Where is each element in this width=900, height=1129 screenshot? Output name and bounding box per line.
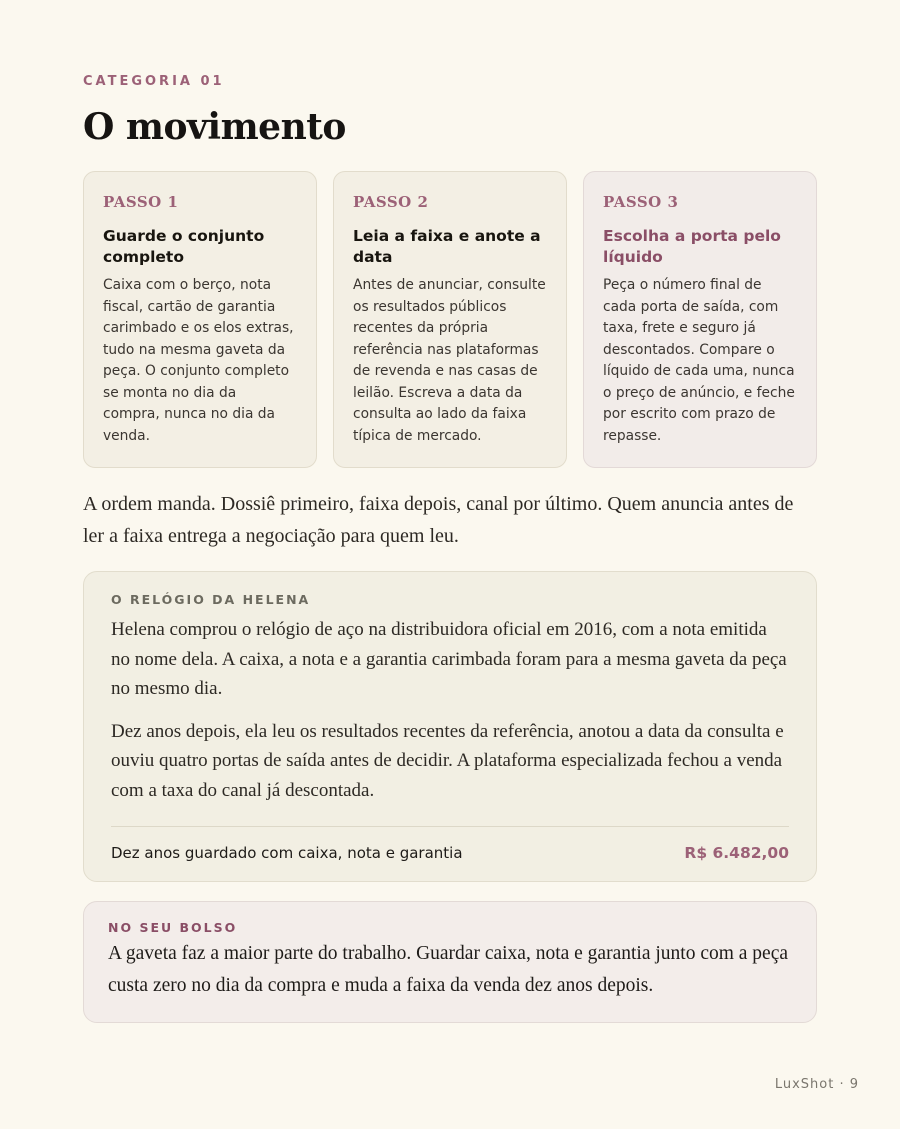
category-kicker: CATEGORIA 01: [83, 74, 225, 89]
step-card-1: [83, 171, 317, 468]
step-heading: Leia a faixa e anote a data: [353, 227, 541, 266]
pocket-text: A gaveta faz a maior parte do trabalho. Guardar caixa, nota e garantia junto com a peça custa zero no dia da compra e muda a faixa da venda dez anos depois.: [108, 943, 789, 996]
pocket-callout: [83, 901, 817, 1023]
page-footer: LuxShot · 9: [774, 1077, 859, 1092]
step-label: PASSO 2: [353, 193, 429, 211]
step-card-2: [333, 171, 567, 468]
story-footer: [111, 826, 789, 883]
step-body: Caixa com o berço, nota fiscal, cartão de garantia carimbado e os elos extras, tudo na mesma gaveta da peça. O conjunto completo se monta no dia da compra, nunca no dia da venda.: [103, 277, 294, 444]
step-card-3: [583, 171, 817, 468]
step-label: PASSO 1: [103, 193, 179, 211]
story-footer-value: R$ 6.482,00: [684, 844, 789, 862]
story-kicker: O RELÓGIO DA HELENA: [111, 592, 311, 607]
steps-row: [83, 171, 817, 470]
step-label: PASSO 3: [603, 193, 679, 211]
intro-paragraph: A ordem manda. Dossiê primeiro, faixa depois, canal por último. Quem anuncia antes de ler a faixa entrega a negociação para quem leu.: [83, 493, 794, 547]
pocket-kicker: NO SEU BOLSO: [108, 920, 238, 935]
story-box: [83, 571, 817, 882]
story-paragraph: Helena comprou o relógio de aço na distribuidora oficial em 2016, com a nota emitida no nome dela. A caixa, a nota e a garantia carimbada foram para a mesma gaveta da peça no mesmo dia.: [111, 619, 787, 699]
step-heading: Escolha a porta pelo líquido: [603, 227, 781, 266]
page-title: O movimento: [83, 106, 346, 148]
story-footer-label: Dez anos guardado com caixa, nota e garantia: [111, 844, 463, 862]
step-body: Antes de anunciar, consulte os resultados públicos recentes da própria referência nas plataformas de revenda e nas casas de leilão. Escreva a data da consulta ao lado da faixa típica de mercado.: [353, 277, 546, 444]
step-heading: Guarde o conjunto completo: [103, 227, 265, 266]
story-paragraph: Dez anos depois, ela leu os resultados recentes da referência, anotou a data da consulta e ouviu quatro portas de saída antes de decidir. A plataforma especializada fechou a venda com a taxa do canal já descontada.: [111, 720, 784, 801]
step-body: Peça o número final de cada porta de saída, com taxa, frete e seguro já descontados. Compare o líquido de cada uma, nunca o preço de anúncio, e feche por escrito com prazo de repasse.: [603, 277, 795, 444]
